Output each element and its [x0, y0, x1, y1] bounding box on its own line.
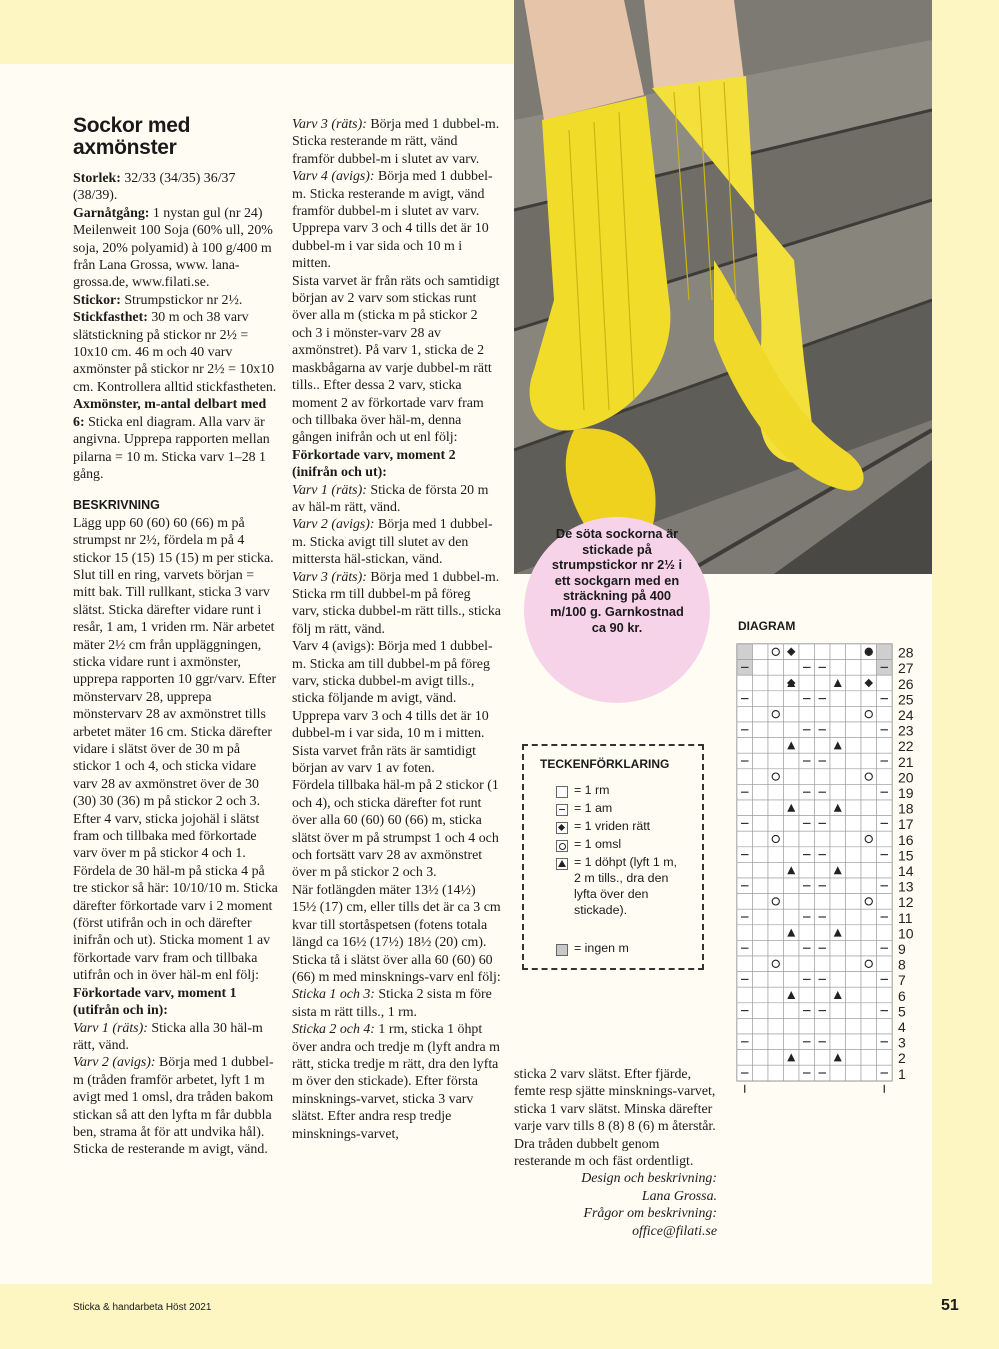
chart-cell: [815, 862, 831, 878]
text-column-2: Varv 3 (räts): Börja med 1 dubbel-m. Sticka resterande m rätt, vänd framför dubbel-m i slutet av varv. Varv 4 (avigs): Börja med 1 dubbel-m. Sticka resterande m avigt, vänd framför dubbel-m i slutet av varv. Upprepa varv 3 och 4 tills det är 10 dubbel-m i var sida och 10 m i mitten. Sista varvet är från räts och samtidigt början av 2 varv som stickas runt över alla m (sticka m på stickor 2 och 3 i mönster-varv 28 av axmönstret). På varv 1, sticka de 2 maskbågarna av varje dubbel-m rätt tills.. Efter dessa 2 varv, sticka moment 2 av förkortade varv fram och tillbaka över häl-m, denna gången inifrån och ut enl följ: Förkortade varv, moment 2 (inifrån och ut): Varv 1 (räts): Sticka de första 20 m av häl-m rätt, vänd. Varv 2 (avigs): Börja med 1 dubbel-m. Sticka avigt till slutet av den mittersta häl-stickan, vänd. Varv 3 (räts): Börja med 1 dubbel-m. Sticka rm till dubbel-m på föreg varv, sticka dubbel-m rätt tills., sticka följ m rätt, vänd. Varv 4 (avigs): Börja med 1 dubbel-m. Sticka am till dubbel-m på föreg varv, sticka dubbel-m avigt tills., sticka följande m avigt, vänd. Upprepa varv 3 och 4 tills det är 10 dubbel-m i var sida, 10 m i mitten. Sista varvet från räts är samtidigt början av varv 1 av foten. Fördela tillbaka häl-m på 2 stickor (1 och 4), och sticka därefter fot runt över alla 60 (60) 60 (66) m, sticka slätst över m på strumpst 1 och 4 och och fortsätt varv 28 av axmönstret över m på stickor 2 och 3. När fotlängden mäter 13½ (14½) 15½ (17) cm, eller tills det är ca 3 cm kvar till stortåspetsen (fotens totala längd ca 16½ (17½) 18½ (20) cm). Sticka tå i slätst över alla 60 (60) 60 (66) m med minsknings-varv enl följ: Sticka 1 och 3: Sticka 2 sista m före sista m rätt tills., 1 rm. Sticka 2 och 4: 1 rm, sticka 1 öhpt över andra och tredje m (lyft andra m rätt, sticka tredje m rätt, dra den lyfta m över den stickade). Efter första minsknings-varvet, sticka 3 varv slätst. Efter andra resp tredje minsknings-varvet,: [292, 117, 501, 1142]
chart-cell: [737, 738, 753, 754]
chart-cell: [784, 956, 800, 972]
twisted-knit-symbol-icon: [556, 822, 568, 834]
chart-cell: [799, 862, 815, 878]
chart-cell: [830, 644, 846, 660]
chart-cell: [753, 706, 769, 722]
chart-cell: [768, 738, 784, 754]
row-number-label: 11: [898, 909, 913, 926]
chart-cell: [815, 894, 831, 910]
chart-cell: [846, 956, 862, 972]
chart-cell: [861, 925, 877, 941]
row-number-label: 19: [898, 785, 914, 801]
chart-cell: [846, 894, 862, 910]
chart-cell: [861, 847, 877, 863]
chart-cell: [784, 1034, 800, 1050]
chart-cell: [737, 956, 753, 972]
chart-cell: [830, 816, 846, 832]
chart-cell: [830, 1034, 846, 1050]
chart-cell: [877, 987, 893, 1003]
row-number-label: 24: [898, 707, 914, 723]
chart-cell: [861, 800, 877, 816]
chart-cell: [784, 1003, 800, 1019]
row-number-label: 6: [898, 987, 906, 1004]
chart-cell: [768, 940, 784, 956]
chart-cell: [768, 862, 784, 878]
chart-cell: [861, 691, 877, 707]
diagram-title: DIAGRAM: [738, 619, 796, 633]
chart-cell: [737, 1018, 753, 1034]
chart-cell: [861, 769, 877, 785]
chart-cell: [753, 722, 769, 738]
chart-cell: [877, 1018, 893, 1034]
chart-cell: [815, 675, 831, 691]
chart-cell: [753, 784, 769, 800]
chart-cell: [846, 831, 862, 847]
chart-cell: [784, 894, 800, 910]
socks-photo: [514, 0, 932, 574]
chart-cell: [830, 831, 846, 847]
chart-cell: [861, 862, 877, 878]
yarn-over-symbol-icon: [556, 840, 568, 852]
row-number-label: 15: [898, 847, 914, 864]
chart-cell: [768, 925, 784, 941]
chart-cell: [737, 894, 753, 910]
chart-cell: [753, 1003, 769, 1019]
row-number-label: 18: [898, 800, 914, 817]
chart-cell: [737, 675, 753, 691]
chart-cell: [877, 644, 893, 660]
chart-cell: [861, 956, 877, 972]
chart-cell: [768, 972, 784, 988]
chart-cell: [846, 769, 862, 785]
chart-cell: [753, 862, 769, 878]
chart-cell: [768, 987, 784, 1003]
chart-cell: [784, 753, 800, 769]
chart-cell: [861, 878, 877, 894]
chart-cell: [753, 1050, 769, 1066]
text-column-3: sticka 2 varv slätst. Efter fjärde, femte resp sjätte minsknings-varvet, sticka 1 varv slätst. Minska därefter varje varv tills 8 (8) 8 (6) m återstår. Dra tråden dubbelt genom resterande m och fäst ordentligt. Design och beskrivning: Lana Grossa. Frågor om beskrivning: office@filati.se: [514, 1067, 717, 1239]
chart-cell: [768, 784, 784, 800]
chart-cell: [830, 847, 846, 863]
chart-cell: [784, 909, 800, 925]
chart-cell: [846, 691, 862, 707]
chart-cell: [753, 691, 769, 707]
row-number-label: 20: [898, 769, 914, 786]
legend-item: = 1 döhpt (lyft 1 m, 2 m tills., dra den lyfta över den stickade).: [574, 855, 677, 917]
chart-cell: [753, 675, 769, 691]
chart-cell: [768, 722, 784, 738]
chart-cell: [768, 1003, 784, 1019]
no-stitch-symbol-icon: [556, 944, 568, 956]
row-number-label: 28: [898, 644, 914, 661]
chart-cell: [830, 1018, 846, 1034]
chart-cell: [861, 1050, 877, 1066]
chart-cell: [753, 1018, 769, 1034]
chart-cell: [753, 1034, 769, 1050]
chart-cell: [830, 784, 846, 800]
chart-cell: [815, 644, 831, 660]
chart-cell: [799, 956, 815, 972]
chart-cell: [768, 769, 784, 785]
row-number-label: 21: [898, 753, 914, 770]
legend-item: = 1 am: [574, 801, 613, 815]
chart-cell: [753, 769, 769, 785]
chart-cell: [753, 644, 769, 660]
chart-cell: [815, 831, 831, 847]
chart-cell: [846, 1003, 862, 1019]
chart-cell: [753, 940, 769, 956]
chart-cell: [737, 769, 753, 785]
chart-cell: [815, 1050, 831, 1066]
chart-cell: [846, 862, 862, 878]
chart-cell: [768, 956, 784, 972]
chart-cell: [830, 956, 846, 972]
chart-cell: [768, 894, 784, 910]
chart-cell: [846, 909, 862, 925]
chart-cell: [768, 706, 784, 722]
chart-cell: [815, 1018, 831, 1034]
chart-cell: [830, 940, 846, 956]
chart-cell: [799, 1018, 815, 1034]
chart-cell: [768, 1034, 784, 1050]
chart-cell: [753, 909, 769, 925]
chart-cell: [846, 644, 862, 660]
chart-cell: [861, 1003, 877, 1019]
row-number-label: 2: [898, 1050, 906, 1067]
chart-cell: [799, 987, 815, 1003]
chart-cell: [815, 956, 831, 972]
chart-cell: [846, 722, 862, 738]
chart-cell: [830, 894, 846, 910]
chart-cell: [877, 956, 893, 972]
legend-title: TECKENFÖRKLARING: [540, 757, 670, 771]
chart-cell: [861, 660, 877, 676]
info-bubble-text: De söta sockorna är stickade på strumpstickor nr 2½ i ett sockgarn med en sträckning på 400 m/100 g. Garnkostnad ca 90 kr.: [550, 526, 684, 635]
chart-cell: [784, 878, 800, 894]
purl-symbol-icon: [556, 804, 568, 816]
chart-cell: [830, 972, 846, 988]
chart-cell: [784, 831, 800, 847]
chart-cell: [768, 1050, 784, 1066]
chart-cell: [799, 644, 815, 660]
chart-cell: [846, 706, 862, 722]
chart-cell: [861, 831, 877, 847]
chart-cell: [877, 769, 893, 785]
chart-cell: [768, 878, 784, 894]
chart-cell: [846, 940, 862, 956]
chart-cell: [753, 1065, 769, 1081]
page-number: 51: [941, 1297, 959, 1314]
chart-cell: [737, 644, 753, 660]
chart-cell: [861, 894, 877, 910]
chart-cell: [877, 894, 893, 910]
chart-cell: [784, 722, 800, 738]
chart-cell: [877, 675, 893, 691]
chart-cell: [877, 925, 893, 941]
chart-cell: [830, 660, 846, 676]
chart-cell: [768, 691, 784, 707]
chart-cell: [784, 1065, 800, 1081]
chart-cell: [784, 816, 800, 832]
chart-cell: [753, 925, 769, 941]
chart-cell: [861, 972, 877, 988]
chart-cell: [861, 940, 877, 956]
chart-cell: [799, 894, 815, 910]
row-number-label: 9: [898, 941, 906, 957]
row-number-label: 26: [898, 675, 914, 692]
row-number-label: 10: [898, 925, 914, 942]
chart-cell: [846, 878, 862, 894]
chart-cell: [861, 722, 877, 738]
row-number-label: 3: [898, 1034, 906, 1051]
chart-cell: [861, 753, 877, 769]
legend-item: = 1 rm: [574, 783, 610, 797]
row-number-label: 4: [898, 1019, 906, 1035]
chart-cell: [830, 722, 846, 738]
chart-cell: [861, 909, 877, 925]
chart-cell: [861, 1018, 877, 1034]
footer-magazine: Sticka & handarbeta Höst 2021: [73, 1302, 212, 1313]
chart-cell: [861, 816, 877, 832]
chart-cell: [830, 1003, 846, 1019]
chart-cell: [846, 660, 862, 676]
chart-cell: [768, 816, 784, 832]
chart-cell: [815, 800, 831, 816]
section-heading: BESKRIVNING: [73, 498, 160, 513]
chart-cell: [799, 831, 815, 847]
chart-cell: [861, 987, 877, 1003]
chart-cell: [830, 878, 846, 894]
chart-cell: [861, 738, 877, 754]
chart-cell: [753, 831, 769, 847]
chart-cell: [768, 675, 784, 691]
chart-cell: [799, 1050, 815, 1066]
decrease-symbol-icon: [556, 858, 568, 870]
chart-cell: [784, 784, 800, 800]
chart-cell: [768, 660, 784, 676]
chart-cell: [830, 909, 846, 925]
chart-cell: [753, 987, 769, 1003]
chart-cell: [799, 925, 815, 941]
chart-cell: [737, 987, 753, 1003]
legend-item: = 1 vriden rätt: [574, 819, 651, 833]
chart-cell: [784, 972, 800, 988]
chart-cell: [830, 1065, 846, 1081]
row-number-label: 14: [898, 863, 914, 879]
row-number-label: 12: [898, 894, 914, 911]
chart-cell: [830, 706, 846, 722]
chart-cell: [768, 909, 784, 925]
knitting-chart: [734, 636, 930, 1112]
row-number-label: 16: [898, 831, 914, 848]
row-number-label: 13: [898, 878, 914, 895]
chart-cell: [737, 1050, 753, 1066]
chart-cell: [830, 691, 846, 707]
chart-cell: [846, 675, 862, 691]
chart-cell: [877, 738, 893, 754]
chart-cell: [815, 925, 831, 941]
chart-cell: [846, 987, 862, 1003]
chart-cell: [768, 753, 784, 769]
article-title: Sockor med axmönster: [73, 114, 191, 159]
row-number-label: 25: [898, 691, 914, 708]
chart-cell: [846, 784, 862, 800]
chart-cell: [784, 847, 800, 863]
row-number-label: 22: [898, 738, 914, 755]
chart-cell: [799, 675, 815, 691]
chart-cell: [877, 800, 893, 816]
chart-cell: [861, 706, 877, 722]
chart-cell: [846, 753, 862, 769]
row-number-label: 8: [898, 956, 906, 973]
chart-cell: [753, 878, 769, 894]
row-number-label: 17: [898, 816, 914, 833]
chart-cell: [768, 1018, 784, 1034]
chart-cell: [877, 862, 893, 878]
chart-cell: [815, 706, 831, 722]
chart-cell: [753, 972, 769, 988]
chart-cell: [784, 1018, 800, 1034]
chart-cell: [784, 660, 800, 676]
chart-cell: [768, 1065, 784, 1081]
chart-cell: [846, 1050, 862, 1066]
row-number-label: 5: [898, 1003, 906, 1020]
chart-cell: [737, 706, 753, 722]
chart-cell: [846, 1018, 862, 1034]
chart-cell: [861, 1034, 877, 1050]
chart-cell: [846, 1034, 862, 1050]
chart-cell: [861, 1065, 877, 1081]
row-number-label: 1: [898, 1065, 906, 1082]
legend-item: = 1 omsl: [574, 837, 622, 851]
chart-cell: [799, 769, 815, 785]
chart-cell: [753, 894, 769, 910]
chart-cell: [737, 925, 753, 941]
chart-cell: [768, 800, 784, 816]
chart-cell: [784, 940, 800, 956]
bottom-band: [0, 1284, 999, 1349]
chart-cell: [799, 738, 815, 754]
chart-cell: [753, 847, 769, 863]
knit-symbol-icon: [556, 786, 568, 798]
chart-cell: [815, 769, 831, 785]
chart-cell: [799, 800, 815, 816]
chart-cell: [768, 831, 784, 847]
legend-item: = ingen m: [574, 941, 629, 955]
chart-cell: [846, 972, 862, 988]
chart-cell: [753, 956, 769, 972]
chart-cell: [753, 660, 769, 676]
chart-cell: [877, 706, 893, 722]
chart-cell: [846, 800, 862, 816]
chart-cell: [784, 706, 800, 722]
row-number-label: 27: [898, 660, 914, 677]
row-number-label: 7: [898, 972, 906, 989]
chart-cell: [815, 738, 831, 754]
chart-cell: [753, 800, 769, 816]
chart-cell: [737, 862, 753, 878]
chart-cell: [753, 753, 769, 769]
chart-cell: [799, 706, 815, 722]
right-band: [932, 0, 999, 1349]
chart-cell: [846, 816, 862, 832]
chart-cell: [768, 644, 784, 660]
chart-cell: [768, 847, 784, 863]
chart-cell: [753, 816, 769, 832]
chart-cell: [846, 1065, 862, 1081]
chart-cell: [784, 691, 800, 707]
chart-cell: [877, 1050, 893, 1066]
chart-cell: [784, 769, 800, 785]
chart-cell: [737, 831, 753, 847]
row-number-label: 23: [898, 722, 914, 739]
chart-cell: [737, 800, 753, 816]
chart-cell: [815, 987, 831, 1003]
text-column-1: Storlek: 32/33 (34/35) 36/37 (38/39). Garnåtgång: 1 nystan gul (nr 24) Meilenweit 100 Soja (60% ull, 20% soja, 20% polyamid) à 100 g/400 m från Lana Grossa, www. lana-grossa.de, www.filati.se. Stickor: Strumpstickor nr 2½. Stickfasthet: 30 m och 38 varv slätstickning på stickor nr 2½ = 10x10 cm. 46 m och 40 varv axmönster på stickor nr 2½ = 10x10 cm. Kontrollera alltid stickfastheten. Axmönster, m-antal delbart med 6: Sticka enl diagram. Alla varv är angivna. Upprepa rapporten mellan pilarna = 10 m. Sticka varv 1–28 1 gång. BESKRIVNING Lägg upp 60 (60) 60 (66) m på strumpst nr 2½, fördela m på 4 stickor 15 (15) 15 (15) m per sticka. Slut till en ring, varvets början = mitt bak. Till rullkant, sticka 3 varv slätst. Sticka därefter vidare runt i resår, 1 am, 1 vriden rm. När arbetet mäter 2½ cm från uppläggningen, sticka vidare runt i axmönster, upprepa rapporten 10 ggr/varv. Efter mönstervarv 28, upprepa mönstervarv 28 av axmönstret tills arbetet mäter 16 cm. Sticka därefter vidare i slätst över de 30 m på stickor 1 och 4, och sticka vidare varv 28 av axmönstret över de 30 (30) 30 (36) m på stickor 2 och 3. Efter 4 varv, sticka jojohäl i slätst fram och tillbaka med förkortade varv över m på stickor 4 och 1. Fördela de 30 häl-m på sticka 4 på tre stickor så här: 10/10/10 m. Sticka därefter förkortade varv i 2 moment (först utifrån och in och därefter inifrån och ut). Sticka moment 1 av förkortade varv fram och tillbaka utifrån och in över häl-m enl följ: Förkortade varv, moment 1 (utifrån och in): Varv 1 (räts): Sticka alla 30 häl-m rätt, vänd. Varv 2 (avigs): Börja med 1 dubbel-m (tråden framför arbetet, lyft 1 m avigt med 1 omsl, dra tråden bakom stickan så att den lyfta m får dubbla ben, strama åt för att undvika hål). Sticka de resterande m avigt, vänd.: [73, 171, 278, 1158]
chart-cell: [846, 925, 862, 941]
chart-cell: [877, 831, 893, 847]
chart-cell: [846, 738, 862, 754]
chart-cell: [753, 738, 769, 754]
chart-cell: [830, 769, 846, 785]
chart-cell: [846, 847, 862, 863]
chart-cell: [861, 784, 877, 800]
chart-cell: [830, 753, 846, 769]
